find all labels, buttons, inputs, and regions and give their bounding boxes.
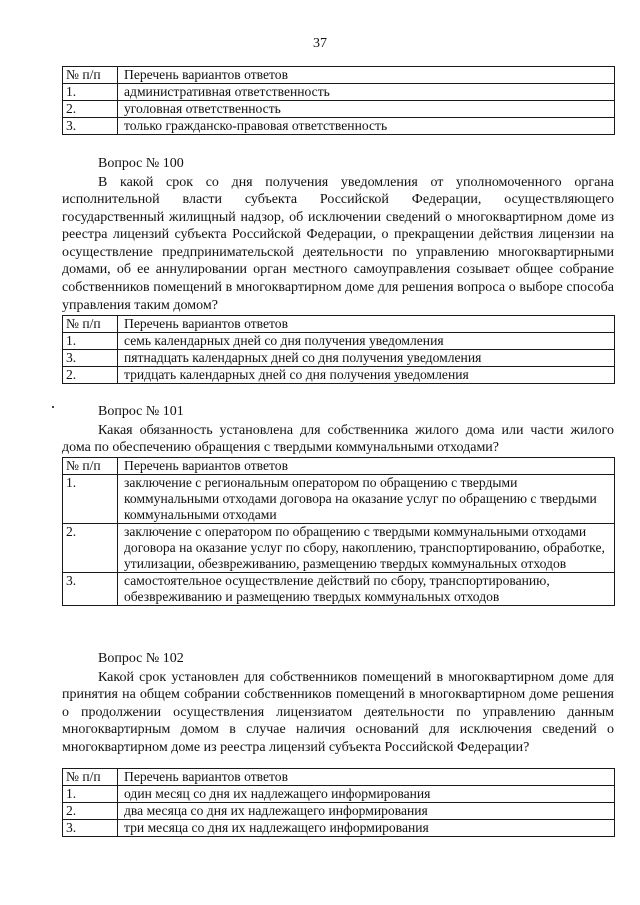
header-num: № п/п bbox=[63, 67, 118, 84]
row-num: 2. bbox=[63, 524, 118, 573]
row-text: пятнадцать календарных дней со дня получения уведомления bbox=[118, 350, 615, 367]
header-answers: Перечень вариантов ответов bbox=[118, 316, 615, 333]
page-number: 37 bbox=[313, 36, 327, 51]
question-title: Вопрос № 101 bbox=[98, 404, 184, 419]
header-answers: Перечень вариантов ответов bbox=[118, 458, 615, 475]
row-text: тридцать календарных дней со дня получения уведомления bbox=[118, 367, 615, 384]
header-answers: Перечень вариантов ответов bbox=[118, 67, 615, 84]
row-num: 3. bbox=[63, 350, 118, 367]
answers-table-prev bbox=[62, 66, 614, 135]
row-text: заключение с оператором по обращению с твердыми коммунальными отходами договора на оказание услуг по сбору, накоплению, транспортированию, обработке, утилизации, обезвреживанию, размещению твердых коммунальных отходов bbox=[118, 524, 615, 573]
row-text: три месяца со дня их надлежащего информирования bbox=[118, 820, 615, 837]
table-row bbox=[63, 820, 615, 837]
table-row bbox=[63, 475, 615, 524]
row-num: 1. bbox=[63, 333, 118, 350]
question-text: В какой срок со дня получения уведомления от уполномоченного органа исполнительной власти субъекта Российской Федерации, осуществляющего государственный жилищный надзор, об исключении сведений о многоквартирном доме из реестра лицензий субъекта Российской Федерации, о прекращении действия лицензии на осуществление предпринимательской деятельности по управлению многоквартирными домами, об ее аннулировании орган местного самоуправления созывает общее собрание собственников помещений в многоквартирном доме для решения вопроса о выборе способа управления таким домом? bbox=[62, 174, 614, 313]
table-row bbox=[63, 524, 615, 573]
row-num: 3. bbox=[63, 118, 118, 135]
question-100 bbox=[62, 155, 614, 314]
row-text: административная ответственность bbox=[118, 84, 615, 101]
table-row bbox=[63, 84, 615, 101]
table-row bbox=[63, 350, 615, 367]
table-header-row bbox=[63, 458, 615, 475]
question-102 bbox=[62, 650, 614, 756]
row-num: 1. bbox=[63, 475, 118, 524]
table-header-row bbox=[63, 67, 615, 84]
table-row bbox=[63, 333, 615, 350]
row-text: один месяц со дня их надлежащего информирования bbox=[118, 786, 615, 803]
question-text: Какой срок установлен для собственников помещений в многоквартирном доме для принятия на общем собрании собственников помещений в многоквартирном доме решения о продолжении осуществления лицензиатом деятельности по управлению данным многоквартирным домом в случае наличия оснований для исключения сведений о многоквартирном доме из реестра лицензий субъекта Российской Федерации? bbox=[62, 669, 614, 755]
header-num: № п/п bbox=[63, 769, 118, 786]
question-101 bbox=[62, 403, 614, 457]
answers-table-102 bbox=[62, 768, 614, 837]
row-num: 3. bbox=[63, 820, 118, 837]
question-title: Вопрос № 102 bbox=[98, 651, 184, 666]
row-text: заключение с региональным оператором по обращению с твердыми коммунальными отходами договора на оказание услуг по обращению с твердыми коммунальными отходами bbox=[118, 475, 615, 524]
row-text: только гражданско-правовая ответственность bbox=[118, 118, 615, 135]
scan-mark bbox=[52, 406, 54, 408]
question-text: Какая обязанность установлена для собственника жилого дома или части жилого дома по обеспечению обращения с твердыми коммунальными отходами? bbox=[62, 422, 614, 456]
row-num: 2. bbox=[63, 101, 118, 118]
table-row bbox=[63, 101, 615, 118]
answers-table-100 bbox=[62, 315, 614, 384]
table-row bbox=[63, 367, 615, 384]
header-num: № п/п bbox=[63, 458, 118, 475]
table-row bbox=[63, 786, 615, 803]
table-header-row bbox=[63, 769, 615, 786]
row-num: 2. bbox=[63, 803, 118, 820]
header-num: № п/п bbox=[63, 316, 118, 333]
header-answers: Перечень вариантов ответов bbox=[118, 769, 615, 786]
table-row bbox=[63, 803, 615, 820]
row-text: самостоятельное осуществление действий по сбору, транспортированию, обезвреживанию и размещению твердых коммунальных отходов bbox=[118, 573, 615, 606]
table-header-row bbox=[63, 316, 615, 333]
row-num: 1. bbox=[63, 84, 118, 101]
table-row bbox=[63, 118, 615, 135]
row-text: уголовная ответственность bbox=[118, 101, 615, 118]
question-title: Вопрос № 100 bbox=[98, 156, 184, 171]
row-num: 1. bbox=[63, 786, 118, 803]
row-num: 2. bbox=[63, 367, 118, 384]
table-row bbox=[63, 573, 615, 606]
row-text: два месяца со дня их надлежащего информирования bbox=[118, 803, 615, 820]
answers-table-101 bbox=[62, 457, 614, 606]
row-num: 3. bbox=[63, 573, 118, 606]
row-text: семь календарных дней со дня получения уведомления bbox=[118, 333, 615, 350]
